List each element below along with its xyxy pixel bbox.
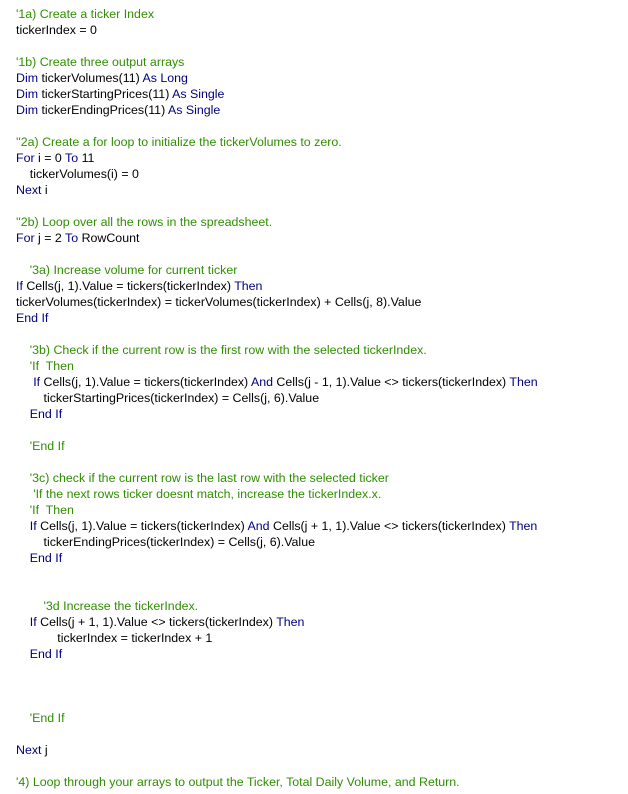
- code-token: RowCount: [78, 231, 140, 245]
- code-token: [16, 375, 33, 389]
- code-token: tickerIndex = tickerIndex + 1: [16, 631, 213, 645]
- code-line: [16, 294, 421, 310]
- code-token: i = 0: [34, 151, 66, 165]
- code-line: [16, 710, 65, 726]
- code-line: [16, 406, 62, 422]
- code-line: [16, 22, 97, 38]
- comment-token: 'End If: [16, 439, 65, 453]
- keyword-token: Next: [16, 183, 42, 197]
- code-line: [16, 646, 62, 662]
- code-token: Cells(j, 1).Value = tickers(tickerIndex): [40, 375, 251, 389]
- keyword-token: And: [250, 375, 273, 389]
- keyword-token: End If: [29, 647, 63, 661]
- keyword-token: As Single: [172, 87, 225, 101]
- comment-token: '3b) Check if the current row is the first row with the selected tickerIndex.: [16, 343, 427, 357]
- code-token: tickerVolumes(i) = 0: [16, 167, 139, 181]
- comment-token: ''2a) Create a for loop to initialize the tickerVolumes to zero.: [16, 135, 342, 149]
- code-token: Cells(j, 1).Value = tickers(tickerIndex): [22, 279, 235, 293]
- code-line: [16, 134, 342, 150]
- code-line: [16, 310, 48, 326]
- code-token: [16, 519, 30, 533]
- keyword-token: End If: [29, 407, 63, 421]
- keyword-token: As Long: [142, 71, 188, 85]
- code-token: tickerEndingPrices(11): [38, 103, 168, 117]
- comment-token: '4) Loop through your arrays to output the Ticker, Total Daily Volume, and Return.: [16, 775, 460, 789]
- code-line: [16, 502, 74, 518]
- code-token: 11: [78, 151, 95, 165]
- keyword-token: Next: [16, 743, 42, 757]
- code-line: [16, 486, 381, 502]
- code-token: [16, 615, 30, 629]
- code-token: j = 2: [34, 231, 66, 245]
- code-line: [16, 102, 220, 118]
- code-line: [16, 166, 139, 182]
- keyword-token: End If: [16, 311, 49, 325]
- comment-token: '1a) Create a ticker Index: [16, 7, 155, 21]
- code-line: [16, 150, 94, 166]
- comment-token: '3c) check if the current row is the last row with the selected ticker: [16, 471, 389, 485]
- keyword-token: For: [16, 231, 35, 245]
- code-token: tickerEndingPrices(tickerIndex) = Cells(j, 6).Value: [16, 535, 315, 549]
- code-token: Cells(j, 1).Value = tickers(tickerIndex): [36, 519, 248, 533]
- code-line: [16, 630, 212, 646]
- code-token: tickerVolumes(tickerIndex) = tickerVolumes(tickerIndex) + Cells(j, 8).Value: [16, 295, 422, 309]
- keyword-token: Then: [234, 279, 263, 293]
- code-token: [16, 647, 30, 661]
- keyword-token: If: [33, 375, 41, 389]
- keyword-token: For: [16, 151, 35, 165]
- code-line: [16, 774, 460, 790]
- keyword-token: If: [29, 519, 37, 533]
- comment-token: ''2b) Loop over all the rows in the spreadsheet.: [16, 215, 273, 229]
- keyword-token: And: [247, 519, 270, 533]
- keyword-token: Then: [509, 519, 538, 533]
- code-line: [16, 742, 48, 758]
- keyword-token: To: [65, 231, 79, 245]
- code-token: Cells(j - 1, 1).Value <> tickers(tickerIndex): [272, 375, 510, 389]
- comment-token: 'If Then: [16, 359, 74, 373]
- code-line: [16, 374, 538, 390]
- code-line: [16, 470, 389, 486]
- keyword-token: Dim: [16, 103, 39, 117]
- comment-token: 'If the next rows ticker doesnt match, increase the tickerIndex.x.: [16, 487, 382, 501]
- keyword-token: End If: [29, 551, 63, 565]
- keyword-token: Then: [509, 375, 538, 389]
- code-line: [16, 550, 62, 566]
- code-line: [16, 390, 319, 406]
- comment-token: '3d Increase the tickerIndex.: [16, 599, 199, 613]
- comment-token: 'If Then: [16, 503, 74, 517]
- keyword-token: If: [29, 615, 37, 629]
- code-token: tickerStartingPrices(11): [38, 87, 173, 101]
- code-token: [16, 407, 30, 421]
- code-line: [16, 358, 74, 374]
- code-token: tickerStartingPrices(tickerIndex) = Cells(j, 6).Value: [16, 391, 320, 405]
- code-line: [16, 518, 537, 534]
- code-line: [16, 6, 154, 22]
- code-line: [16, 534, 315, 550]
- comment-token: '1b) Create three output arrays: [16, 55, 185, 69]
- comment-token: '3a) Increase volume for current ticker: [16, 263, 238, 277]
- keyword-token: If: [16, 279, 23, 293]
- code-line: [16, 342, 427, 358]
- code-line: [16, 230, 139, 246]
- keyword-token: To: [65, 151, 79, 165]
- keyword-token: As Single: [167, 103, 221, 117]
- code-line: [16, 70, 188, 86]
- code-token: [16, 551, 30, 565]
- keyword-token: Dim: [16, 71, 39, 85]
- code-line: [16, 614, 304, 630]
- code-line: [16, 278, 262, 294]
- code-line: [16, 86, 224, 102]
- code-line: [16, 214, 272, 230]
- keyword-token: Then: [276, 615, 305, 629]
- comment-token: 'End If: [16, 711, 65, 725]
- code-line: [16, 182, 48, 198]
- code-line: [16, 438, 65, 454]
- code-line: [16, 54, 184, 70]
- code-token: j: [41, 743, 48, 757]
- code-line: [16, 262, 237, 278]
- keyword-token: Dim: [16, 87, 39, 101]
- code-token: Cells(j + 1, 1).Value <> tickers(tickerIndex): [269, 519, 510, 533]
- code-token: i: [41, 183, 48, 197]
- code-token: tickerIndex = 0: [16, 23, 97, 37]
- code-token: Cells(j + 1, 1).Value <> tickers(tickerIndex): [36, 615, 277, 629]
- code-line: [16, 598, 198, 614]
- code-token: tickerVolumes(11): [38, 71, 143, 85]
